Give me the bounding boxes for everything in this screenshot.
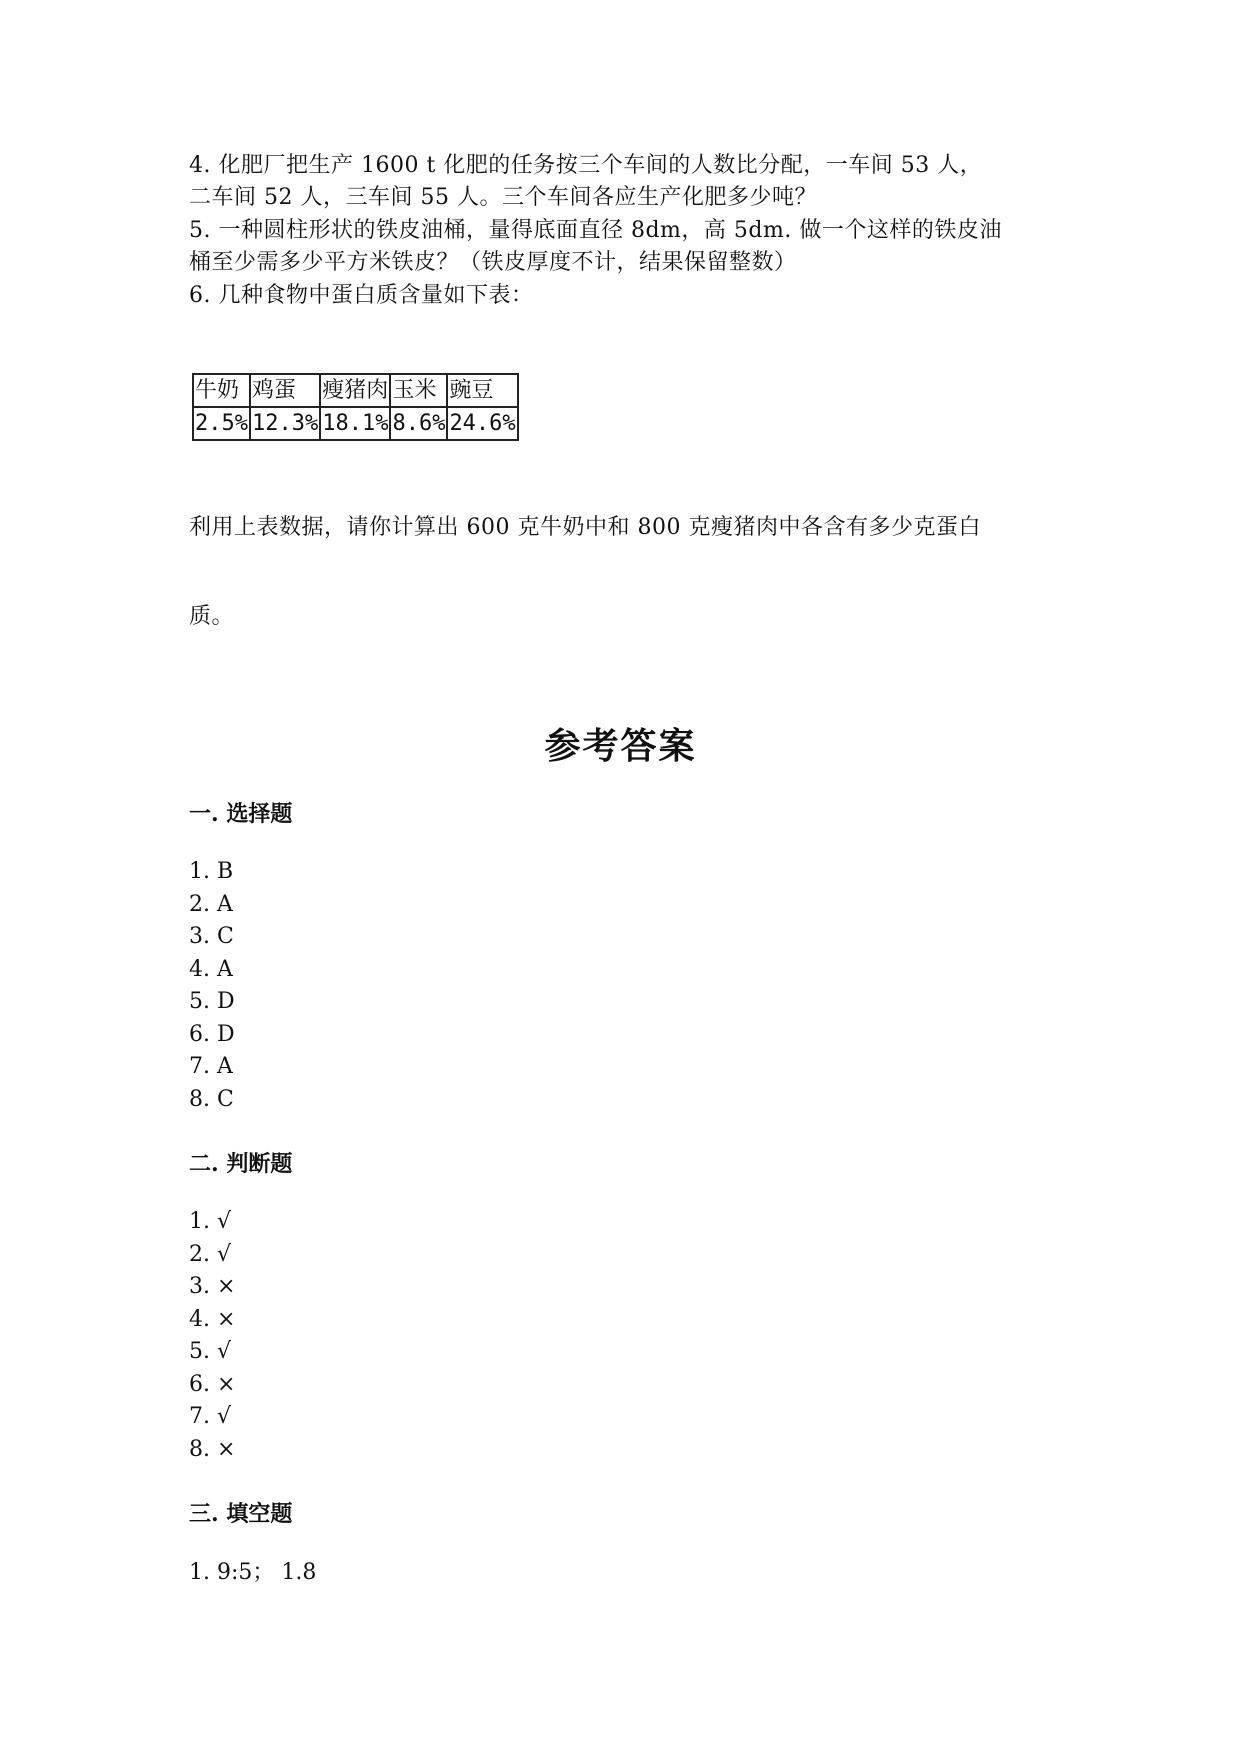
list-item: 3. C xyxy=(189,924,234,949)
question-6-line-1: 6. 几种食物中蛋白质含量如下表： xyxy=(189,283,534,308)
list-item: 7. A xyxy=(189,1054,233,1079)
question-4-line-2: 二车间 52 人，三车间 55 人。三个车间各应生产化肥多少吨？ xyxy=(189,185,817,210)
table-value-cell: 18.1% xyxy=(320,407,390,440)
question-5-line-1: 5. 一种圆柱形状的铁皮油桶，量得底面直径 8dm，高 5dm. 做一个这样的铁皮油 xyxy=(189,218,1002,243)
list-item: 1. 9:5； 1.8 xyxy=(189,1560,317,1585)
list-item: 2. √ xyxy=(189,1241,232,1267)
list-item: 8. × xyxy=(189,1436,236,1462)
table-value-cell: 2.5% xyxy=(193,407,250,440)
table-value-row xyxy=(193,407,518,440)
protein-content-table xyxy=(192,373,519,441)
table-header-cell: 豌豆 xyxy=(447,374,517,407)
list-item: 2. A xyxy=(189,891,233,917)
question-4-line-1: 4. 化肥厂把生产 1600 t 化肥的任务按三个车间的人数比分配，一车间 53 人， xyxy=(189,153,983,178)
table-header-cell: 牛奶 xyxy=(193,374,250,407)
list-item: 5. √ xyxy=(189,1339,232,1364)
list-item: 8. C xyxy=(189,1086,234,1112)
section-heading-judgement: 二. 判断题 xyxy=(189,1151,293,1177)
question-6-line-2: 利用上表数据，请你计算出 600 克牛奶中和 800 克瘦猪肉中各含有多少克蛋白 xyxy=(189,515,981,540)
table-value-cell: 8.6% xyxy=(390,407,447,440)
list-item: 1. B xyxy=(189,859,234,884)
table-value-cell: 12.3% xyxy=(250,407,320,440)
table-header-row xyxy=(193,374,518,407)
judgement-answer-list xyxy=(189,1206,235,1466)
table-header-cell: 瘦猪肉 xyxy=(320,374,390,407)
table-header-cell: 玉米 xyxy=(390,374,447,407)
list-item: 6. D xyxy=(189,1021,235,1047)
list-item: 6. × xyxy=(189,1371,236,1397)
list-item: 7. √ xyxy=(189,1404,232,1429)
choice-answer-list xyxy=(189,856,235,1116)
section-heading-fill-blank: 三. 填空题 xyxy=(189,1501,293,1527)
list-item: 1. √ xyxy=(189,1209,232,1234)
list-item: 4. A xyxy=(189,956,233,982)
question-6-line-3: 质。 xyxy=(189,604,235,629)
list-item: 4. × xyxy=(189,1306,236,1332)
list-item: 5. D xyxy=(189,989,235,1014)
list-item: 3. × xyxy=(189,1274,236,1299)
section-heading-choice: 一. 选择题 xyxy=(189,801,293,827)
table-header-cell: 鸡蛋 xyxy=(250,374,320,407)
table-value-cell: 24.6% xyxy=(447,407,517,440)
answer-key-title: 参考答案 xyxy=(544,725,697,767)
fill-blank-answer-list xyxy=(189,1557,316,1590)
question-5-line-2: 桶至少需多少平方米铁皮？（铁皮厚度不计，结果保留整数） xyxy=(189,250,797,275)
